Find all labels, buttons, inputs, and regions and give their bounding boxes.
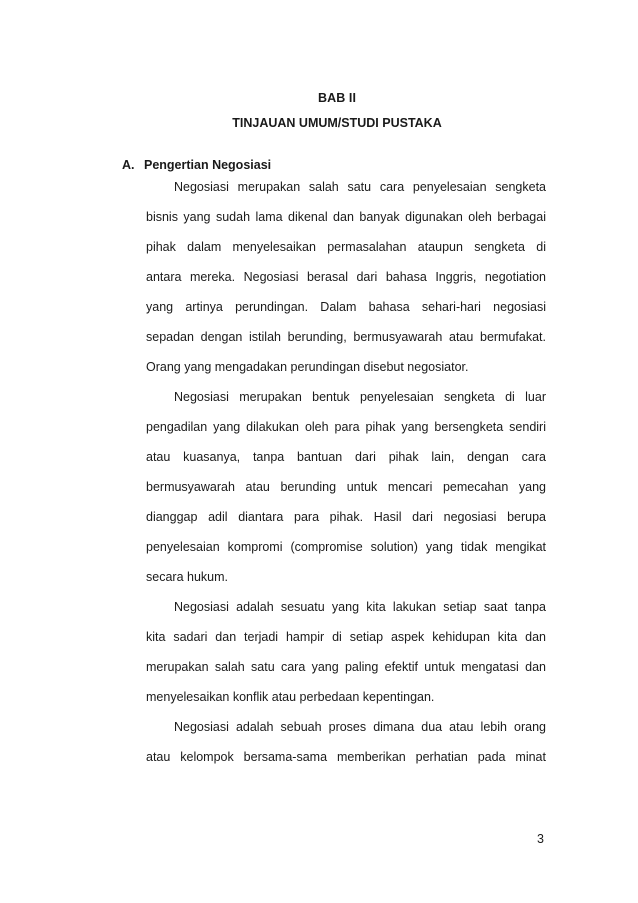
paragraph-line: dianggap adil diantara para pihak. Hasil dari negosiasi berupa [146,510,546,524]
paragraph-line: antara mereka. Negosiasi berasal dari bahasa Inggris, negotiation [146,270,546,284]
page-number: 3 [537,832,544,846]
section-number: A. [122,158,135,172]
body-text [146,172,546,772]
paragraph-line: penyelesaian kompromi (compromise solution) yang tidak mengikat [146,540,546,554]
chapter-title: BAB II [317,91,357,105]
paragraph [146,592,546,712]
paragraph-line: menyelesaikan konflik atau perbedaan kepentingan. [146,690,435,704]
paragraph [146,172,546,382]
paragraph-line: atau kuasanya, tanpa bantuan dari pihak lain, dengan cara [146,450,546,464]
paragraph-line: bermusyawarah atau berunding untuk mencari pemecahan yang [146,480,546,494]
paragraph-line: kita sadari dan terjadi hampir di setiap aspek kehidupan kita dan [146,630,546,644]
paragraph-line: pengadilan yang dilakukan oleh para pihak yang bersengketa sendiri [146,420,546,434]
paragraph [146,382,546,592]
section-heading [122,158,271,172]
paragraph-line: Negosiasi merupakan bentuk penyelesaian sengketa di luar [174,390,546,404]
section-title: Pengertian Negosiasi [144,158,272,172]
paragraph-line: atau kelompok bersama-sama memberikan perhatian pada minat [146,750,546,764]
paragraph-line: Negosiasi adalah sebuah proses dimana dua atau lebih orang [174,720,546,734]
chapter-subtitle: TINJAUAN UMUM/STUDI PUSTAKA [232,116,442,130]
paragraph-line: pihak dalam menyelesaikan permasalahan ataupun sengketa di [146,240,546,254]
paragraph-line: sepadan dengan istilah berunding, bermusyawarah atau bermufakat. [146,330,546,344]
paragraph [146,712,546,772]
paragraph-line: yang artinya perundingan. Dalam bahasa sehari-hari negosiasi [146,300,546,314]
paragraph-line: Negosiasi adalah sesuatu yang kita lakukan setiap saat tanpa [174,600,546,614]
paragraph-line: Negosiasi merupakan salah satu cara penyelesaian sengketa [174,180,546,194]
paragraph-line: merupakan salah satu cara yang paling efektif untuk mengatasi dan [146,660,546,674]
paragraph-line: Orang yang mengadakan perundingan disebut negosiator. [146,360,469,374]
paragraph-line: bisnis yang sudah lama dikenal dan banyak digunakan oleh berbagai [146,210,546,224]
paragraph-line: secara hukum. [146,570,228,584]
